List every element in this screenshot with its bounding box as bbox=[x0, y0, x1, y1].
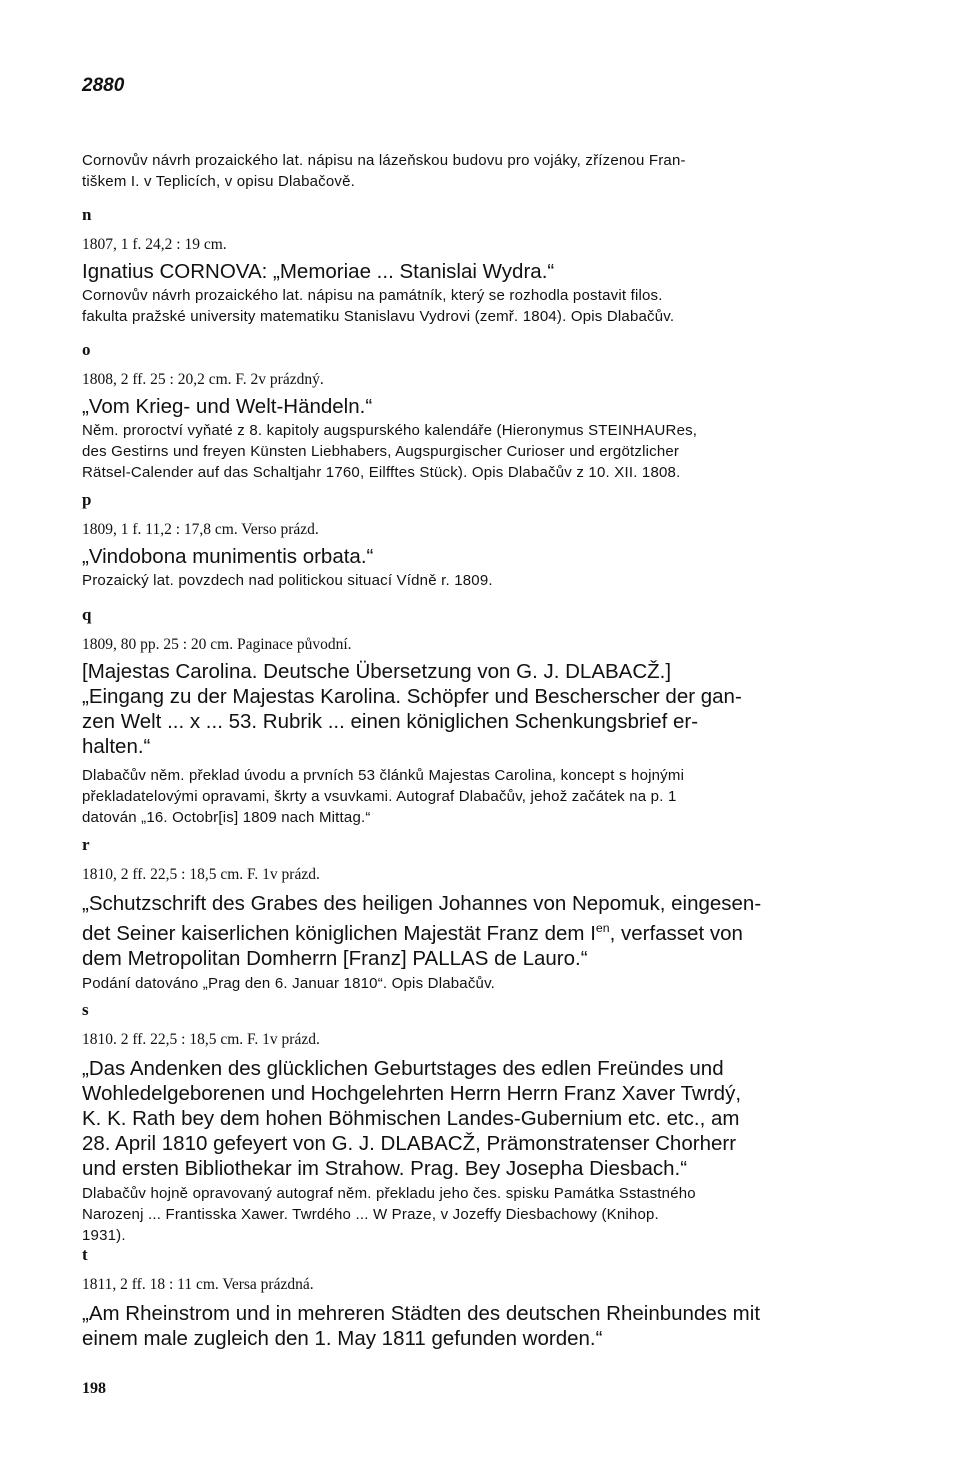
title-line: K. K. Rath bey dem hohen Böhmischen Landes-Gubernium etc. etc., am bbox=[82, 1107, 740, 1130]
note-line: Narozenj ... Frantisska Xawer. Twrdého ... W Praze, v Jozeffy Diesbachowy (Knihop. bbox=[82, 1206, 659, 1223]
title-line: Ignatius CORNOVA: „Memoriae ... Stanislai Wydra.“ bbox=[82, 260, 555, 283]
entry-letter: p bbox=[82, 490, 92, 509]
entry-note bbox=[82, 973, 882, 994]
entry-meta: 1811, 2 ff. 18 : 11 cm. Versa prázdná. bbox=[82, 1276, 314, 1293]
title-line: und ersten Bibliothekar im Strahow. Prag. Bey Josepha Diesbach.“ bbox=[82, 1157, 688, 1180]
entry-note bbox=[82, 1183, 882, 1246]
entry-note bbox=[82, 765, 882, 828]
title-line: „Am Rheinstrom und in mehreren Städten des deutschen Rheinbundes mit bbox=[82, 1302, 761, 1325]
title-line: det Seiner kaiserlichen königlichen Majestät Franz dem $I^{en}$, verfasset von bbox=[82, 921, 743, 945]
title-line: „Eingang zu der Majestas Karolina. Schöpfer und Bescherscher der gan- bbox=[82, 685, 742, 708]
entry-r bbox=[82, 835, 882, 994]
entry-letter: r bbox=[82, 835, 90, 854]
entry-meta: 1807, 1 f. 24,2 : 19 cm. bbox=[82, 236, 227, 253]
note-line: fakulta pražské university matematiku Stanislavu Vydrovi (zemř. 1804). Opis Dlabačův. bbox=[82, 308, 675, 325]
title-line: „Vindobona munimentis orbata.“ bbox=[82, 545, 374, 568]
entry-s bbox=[82, 1000, 882, 1246]
entry-note bbox=[82, 420, 882, 483]
entry-q bbox=[82, 605, 882, 828]
entry-p bbox=[82, 490, 882, 591]
entry-meta: 1808, 2 ff. 25 : 20,2 cm. F. 2v prázdný. bbox=[82, 371, 324, 388]
note-line: Cornovův návrh prozaického lat. nápisu na lázeňskou budovu pro vojáky, zřízenou Fran- bbox=[82, 152, 686, 169]
title-line: zen Welt ... x ... 53. Rubrik ... einen königlichen Schenkungsbrief er- bbox=[82, 710, 699, 733]
entry-title bbox=[82, 259, 882, 284]
note-line: překladatelovými opravami, škrty a vsuvkami. Autograf Dlabačův, jehož začátek na p. 1 bbox=[82, 788, 677, 805]
title-line: Wohledelgeborenen und Hochgelehrten Herrn Herrn Franz Xaver Twrdý, bbox=[82, 1082, 742, 1105]
title-line: halten.“ bbox=[82, 735, 151, 758]
entry-meta: 1810, 2 ff. 22,5 : 18,5 cm. F. 1v prázd. bbox=[82, 866, 320, 883]
entry-note bbox=[82, 570, 882, 591]
note-line: Cornovův návrh prozaického lat. nápisu na památník, který se rozhodla postavit filos. bbox=[82, 287, 663, 304]
entry-meta: 1810. 2 ff. 22,5 : 18,5 cm. F. 1v prázd. bbox=[82, 1031, 320, 1048]
entry-title bbox=[82, 1056, 882, 1181]
entry-meta: 1809, 80 pp. 25 : 20 cm. Paginace původní. bbox=[82, 636, 352, 653]
note-line: Dlabačův hojně opravovaný autograf něm. překladu jeho čes. spisku Památka Sstastného bbox=[82, 1185, 696, 1202]
note-line: Něm. proroctví vyňaté z 8. kapitoly augspurského kalendáře (Hieronymus STEINHAURes, bbox=[82, 422, 698, 439]
title-line: dem Metropolitan Domherrn [Franz] PALLAS de Lauro.“ bbox=[82, 946, 588, 970]
title-line: „Vom Krieg- und Welt-Händeln.“ bbox=[82, 395, 373, 418]
entry-title bbox=[82, 659, 882, 759]
entry-letter: s bbox=[82, 1000, 89, 1019]
footer-page-number: 198 bbox=[82, 1380, 106, 1397]
entry-t bbox=[82, 1245, 882, 1351]
entry-letter: n bbox=[82, 205, 92, 224]
title-line: 28. April 1810 gefeyert von G. J. DLABACŽ, Prämonstratenser Chorherr bbox=[82, 1132, 737, 1155]
intro-note bbox=[82, 150, 882, 192]
entry-letter: o bbox=[82, 340, 91, 359]
entry-title bbox=[82, 544, 882, 569]
note-line: Rätsel-Calender auf das Schaltjahr 1760, Eilfftes Stück). Opis Dlabačův z 10. XII. 1808. bbox=[82, 464, 681, 481]
title-line: „Schutzschrift des Grabes des heiligen Johannes von Nepomuk, eingesen- bbox=[82, 892, 762, 915]
entry-title bbox=[82, 891, 882, 971]
page-number: 2880 bbox=[82, 75, 125, 96]
note-line: Podání datováno „Prag den 6. Januar 1810“. Opis Dlabačův. bbox=[82, 974, 496, 992]
title-line: einem male zugleich den 1. May 1811 gefunden worden.“ bbox=[82, 1327, 603, 1350]
entry-o bbox=[82, 340, 882, 483]
note-line: datován „16. Octobr[is] 1809 nach Mittag.“ bbox=[82, 809, 371, 826]
entry-title bbox=[82, 1301, 882, 1351]
note-line: des Gestirns und freyen Künsten Liebhabers, Augspurgischer Curioser und ergötzlicher bbox=[82, 443, 680, 460]
entry-letter: t bbox=[82, 1245, 88, 1264]
title-line: [Majestas Carolina. Deutsche Übersetzung von G. J. DLABACŽ.] bbox=[82, 660, 672, 683]
note-line: Dlabačův něm. překlad úvodu a prvních 53 článků Majestas Carolina, koncept s hojnými bbox=[82, 767, 685, 784]
entry-title bbox=[82, 394, 882, 419]
entry-n bbox=[82, 205, 882, 327]
entry-note bbox=[82, 285, 882, 327]
note-line: Prozaický lat. povzdech nad politickou situací Vídně r. 1809. bbox=[82, 572, 493, 589]
entry-meta: 1809, 1 f. 11,2 : 17,8 cm. Verso prázd. bbox=[82, 521, 319, 538]
note-line: tiškem I. v Teplicích, v opisu Dlabačově. bbox=[82, 173, 356, 190]
entry-letter: q bbox=[82, 605, 92, 624]
note-line: 1931). bbox=[82, 1227, 126, 1244]
title-line: „Das Andenken des glücklichen Geburtstages des edlen Freündes und bbox=[82, 1057, 724, 1080]
